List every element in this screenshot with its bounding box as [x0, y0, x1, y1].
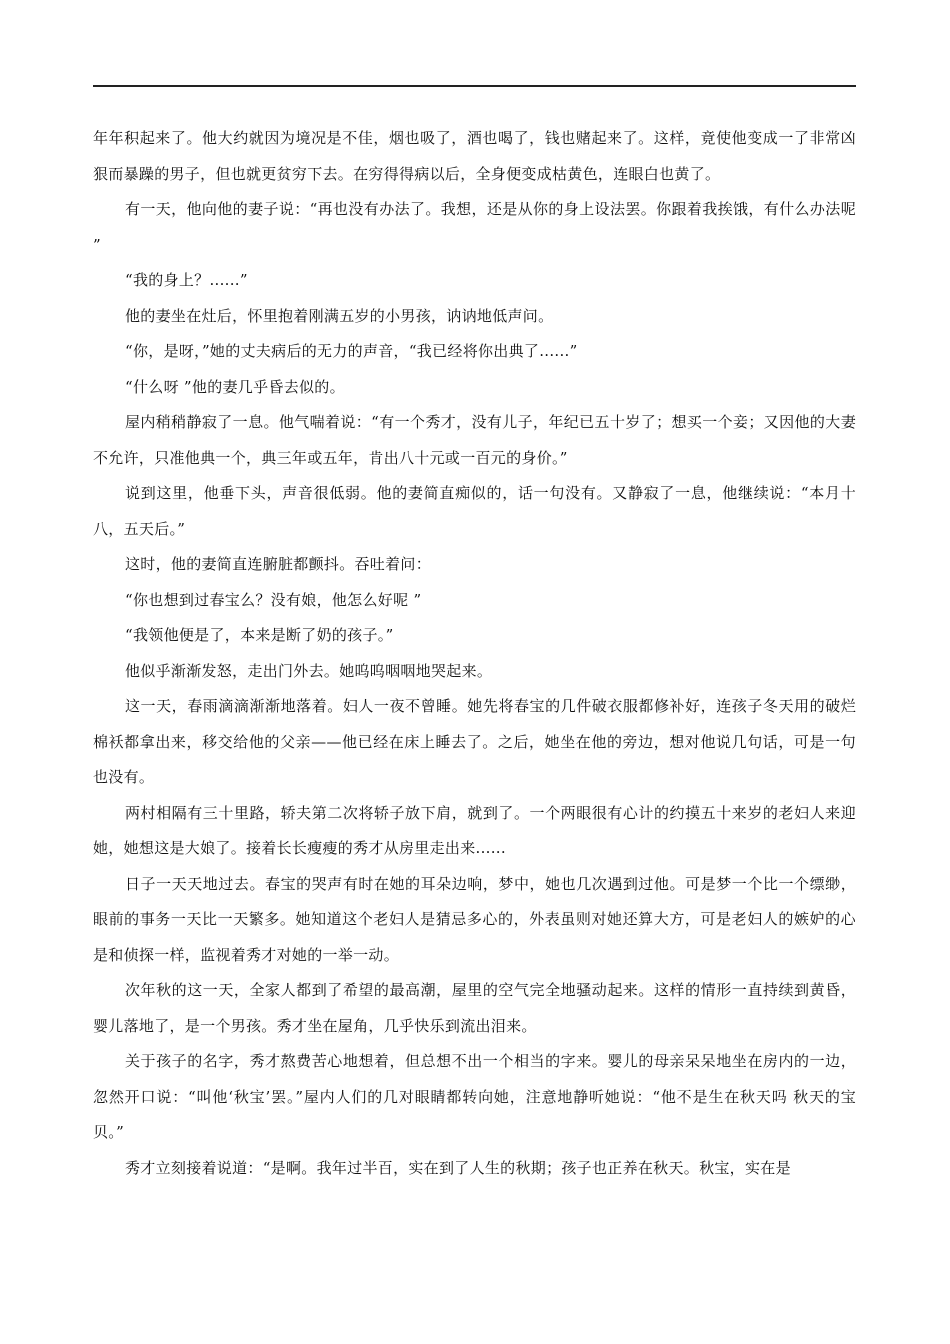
paragraph: “我的身上？......”	[125, 271, 248, 289]
paragraph: 他的妻坐在灶后，怀里抱着刚满五岁的小男孩，讷讷地低声问。	[125, 306, 554, 325]
paragraph: “你也想到过春宝么？没有娘，他怎么好呢 ”	[125, 590, 422, 609]
paragraph: 两村相隔有三十里路，轿夫第二次将轿子放下肩，就到了。一个两眼很有心计的约摸五十来岁的老妇人来迎她，她想这是大娘了。接着长长瘦瘦的秀才从房里走出来......	[93, 803, 856, 857]
paragraph: 屋内稍稍静寂了一息。他气喘着说：“有一个秀才，没有儿子，年纪已五十岁了；想买一个妾；又因他的大妻不允许，只准他典一个，典三年或五年，肯出八十元或一百元的身价。”	[93, 413, 856, 467]
paragraph: 说到这里，他垂下头，声音很低弱。他的妻简直痴似的，话一句没有。又静寂了一息，他继续说：“本月十八，五天后。”	[93, 484, 856, 538]
paragraph: 这一天，春雨滴滴渐渐地落着。妇人一夜不曾睡。她先将春宝的几件破衣服都修补好，连孩子冬天用的破烂棉袄都拿出来，移交给他的父亲——他已经在床上睡去了。之后，她坐在他的旁边，想对他说几句话，可是一句也没有。	[93, 697, 856, 786]
paragraph: 他似乎渐渐发怒，走出门外去。她呜呜咽咽地哭起来。	[125, 661, 493, 680]
paragraph: 年年积起来了。他大约就因为境况是不佳，烟也吸了，酒也喝了，钱也赌起来了。这样，竟使他变成一了非常凶狠而暴躁的男子，但也就更贫穷下去。在穷得得病以后，全身便变成枯黄色，连眼白也黄了。	[93, 129, 856, 183]
paragraph: “我领他便是了，本来是断了奶的孩子。”	[125, 626, 394, 644]
paragraph: 关于孩子的名字，秀才熬费苦心地想着，但总想不出一个相当的字来。婴儿的母亲呆呆地坐在房内的一边，忽然开口说：“叫他‘秋宝’罢。”屋内人们的几对眼睛都转向她，注意地静听她说：“他不是生在秋天吗 秋天的宝贝。”	[93, 1052, 856, 1141]
paragraph: 有一天，他向他的妻子说：“再也没有办法了。我想，还是从你的身上设法罢。你跟着我挨饿，有什么办法呢 ”	[93, 200, 856, 254]
paragraph: 次年秋的这一天，全家人都到了希望的最高潮，屋里的空气完全地骚动起来。这样的情形一直持续到黄昏，婴儿落地了，是一个男孩。秀才坐在屋角，几乎快乐到流出泪来。	[93, 981, 856, 1035]
header-rule	[93, 85, 856, 87]
paragraph: 这时，他的妻简直连腑脏都颤抖。吞吐着问：	[125, 555, 432, 573]
paragraph: “你，是呀，”她的丈夫病后的无力的声音，“我已经将你出典了......”	[125, 342, 578, 360]
paragraph: 秀才立刻接着说道：“是啊。我年过半百，实在到了人生的秋期；孩子也正养在秋天。秋宝，实在是	[125, 1158, 791, 1177]
document-body	[93, 121, 856, 1186]
paragraph: “什么呀 ”他的妻几乎昏去似的。	[125, 377, 345, 396]
paragraph: 日子一天天地过去。春宝的哭声有时在她的耳朵边响，梦中，她也几次遇到过他。可是梦一个比一个缥缈，眼前的事务一天比一天繁多。她知道这个老妇人是猜忌多心的，外表虽则对她还算大方，可是老妇人的嫉妒的心是和侦探一样，监视着秀才对她的一举一动。	[93, 874, 856, 964]
